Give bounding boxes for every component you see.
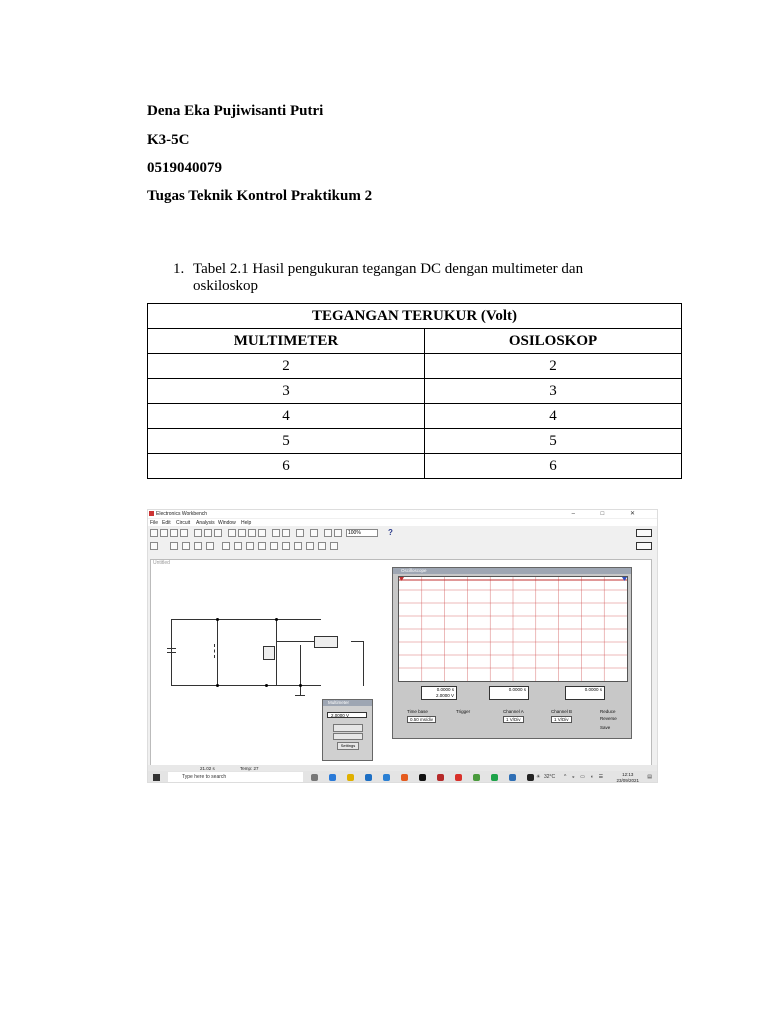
table-row [148, 379, 682, 404]
multimeter-icon[interactable] [263, 646, 275, 660]
table-row [148, 404, 682, 429]
multimeter-display: 2.0000 V [327, 712, 367, 718]
menu-window[interactable]: Window [218, 520, 236, 526]
notification-icon[interactable]: ▤ [647, 774, 652, 780]
chrome-icon[interactable] [473, 774, 480, 781]
trigger-label: Trigger [456, 709, 471, 714]
sources-icon[interactable] [170, 542, 178, 550]
cell: 2 [425, 354, 682, 379]
author-name: Dena Eka Pujiwisanti Putri [147, 103, 324, 119]
toolbar-main [148, 528, 657, 539]
word-icon[interactable] [509, 774, 516, 781]
taskbar-clock[interactable]: 12:13 23/09/2021 [616, 772, 639, 783]
t1-readout: 0.0000 s 2.0000 V [421, 686, 457, 700]
mail-icon[interactable] [383, 774, 390, 781]
copy-icon[interactable] [204, 529, 212, 537]
oscilloscope-screen [398, 576, 628, 682]
weather-temp: 32°C [544, 774, 556, 780]
subcircuit-icon[interactable] [272, 529, 280, 537]
channel-a-label: Channel A [503, 709, 524, 714]
cell: 6 [148, 454, 425, 479]
channel-a-field[interactable]: 1 V/Div [503, 716, 524, 723]
channel-b-label: Channel B [551, 709, 573, 714]
menu-analysis[interactable]: Analysis [196, 520, 215, 526]
transistors-icon[interactable] [206, 542, 214, 550]
multimeter-title: Multimeter [328, 700, 350, 705]
menu-bar [148, 519, 657, 526]
diodes-icon[interactable] [194, 542, 202, 550]
windows-start-icon[interactable] [153, 774, 160, 781]
question-text: Tabel 2.1 Hasil pengukuran tegangan DC dengan multimeter dan oskiloskop [193, 261, 584, 294]
wire [363, 641, 364, 686]
channel-b-field[interactable]: 1 V/Div [551, 716, 572, 723]
indicators-icon[interactable] [282, 542, 290, 550]
temperature: Temp: 27 [240, 766, 259, 771]
help-icon[interactable] [310, 529, 318, 537]
wire [276, 619, 277, 686]
flip-icon[interactable] [238, 529, 246, 537]
resistor-icon[interactable] [214, 644, 221, 658]
edge-icon[interactable] [329, 774, 336, 781]
column-header-multimeter: MULTIMETER [148, 329, 425, 354]
taskbar-search[interactable]: Type here to search [168, 772, 303, 783]
column-header-osiloskop: OSILOSKOP [425, 329, 682, 354]
sim-time: 21.02 s [200, 766, 215, 771]
junction [216, 618, 219, 621]
time-base-field[interactable]: 0.50 ms/div [407, 716, 436, 723]
open-icon[interactable] [160, 529, 168, 537]
mixed-ics-icon[interactable] [234, 542, 242, 550]
cell: 5 [148, 429, 425, 454]
cell: 4 [425, 404, 682, 429]
store-icon[interactable] [365, 774, 372, 781]
question-1 [173, 261, 633, 295]
window-title: Electronics Workbench [156, 511, 208, 517]
save-button[interactable]: Save [600, 725, 611, 730]
table-row [148, 454, 682, 479]
spotify-icon[interactable] [491, 774, 498, 781]
class-label: K3-5C [147, 132, 190, 148]
print-icon[interactable] [180, 529, 188, 537]
digital-ics-icon[interactable] [246, 542, 254, 550]
flip-vertical-icon[interactable] [248, 529, 256, 537]
table-title: TEGANGAN TERUKUR (Volt) [148, 304, 682, 329]
firefox-icon[interactable] [401, 774, 408, 781]
t2-t1-readout: 0.0000 s [565, 686, 605, 700]
cell: 6 [425, 454, 682, 479]
cell: 5 [425, 429, 682, 454]
windows-taskbar [148, 771, 657, 783]
graph-icon[interactable] [282, 529, 290, 537]
window-controls[interactable]: – □ ✕ [571, 511, 647, 517]
new-icon[interactable] [150, 529, 158, 537]
grid-lines [399, 577, 627, 681]
workbench-screenshot [147, 509, 658, 783]
toolbar-parts [148, 541, 657, 552]
parts-favorites-icon[interactable] [150, 542, 158, 550]
menu-file[interactable]: File [150, 520, 159, 526]
oscilloscope-window [392, 567, 632, 739]
zoom-out-icon[interactable] [334, 529, 342, 537]
oscilloscope-title: Oscilloscope [401, 568, 427, 573]
controls-icon[interactable] [294, 542, 302, 550]
reverse-button[interactable]: Reverse [600, 716, 617, 721]
assignment-title: Tugas Teknik Kontrol Praktikum 2 [147, 188, 373, 204]
table-row [148, 429, 682, 454]
pause-button[interactable] [636, 542, 652, 550]
dropbox-icon[interactable] [419, 774, 426, 781]
settings-button[interactable]: Settings [337, 742, 359, 750]
weather-icon: ☀ [536, 774, 541, 780]
menu-help[interactable]: Help [241, 520, 252, 526]
dc-ac-buttons[interactable] [333, 733, 363, 740]
system-tray-icons[interactable]: ^ ◒ ▭ ◖ ☰ [564, 774, 606, 780]
reduce-button[interactable]: Reduce [600, 709, 616, 714]
junction [216, 684, 219, 687]
menu-edit[interactable]: Edit [162, 520, 171, 526]
component-properties-icon[interactable] [258, 529, 266, 537]
save-icon[interactable] [170, 529, 178, 537]
table-row [148, 354, 682, 379]
app-icon[interactable] [527, 774, 534, 781]
question-number: 1. [173, 261, 185, 277]
zoom-in-icon[interactable] [324, 529, 332, 537]
cut-icon[interactable] [194, 529, 202, 537]
menu-circuit[interactable]: Circuit [176, 520, 191, 526]
wire [276, 641, 316, 642]
rotate-icon[interactable] [228, 529, 236, 537]
mode-buttons[interactable] [333, 724, 363, 732]
paste-icon[interactable] [214, 529, 222, 537]
workbench-taskbar-icon[interactable] [437, 774, 444, 781]
student-id: 0519040079 [147, 160, 222, 176]
cell: 4 [148, 404, 425, 429]
cell: 2 [148, 354, 425, 379]
zoom-select[interactable]: 100% [346, 529, 378, 537]
office-icon[interactable] [455, 774, 462, 781]
battery-icon[interactable] [167, 648, 176, 653]
junction [275, 618, 278, 621]
junction [265, 684, 268, 687]
wire [171, 619, 321, 620]
time-base-label: Time base [407, 709, 428, 714]
multimeter-titlebar [323, 700, 372, 706]
circuit-title: Untitled [153, 560, 170, 566]
instruments-icon[interactable] [318, 542, 326, 550]
measurement-table [147, 303, 682, 479]
app-icon [149, 511, 154, 516]
cell: 3 [425, 379, 682, 404]
description-icon[interactable] [296, 529, 304, 537]
t2-readout: 0.0000 s [489, 686, 529, 700]
multimeter-window [322, 699, 373, 761]
oscilloscope-titlebar [393, 568, 631, 574]
logic-gates-icon[interactable] [258, 542, 266, 550]
wire [351, 641, 363, 642]
pause-icon[interactable] [330, 542, 338, 550]
digital-icon[interactable] [270, 542, 278, 550]
analog-ics-icon[interactable] [222, 542, 230, 550]
oscilloscope-icon[interactable] [314, 636, 338, 648]
window-titlebar [148, 510, 657, 518]
junction [299, 684, 302, 687]
ground-symbol [295, 695, 305, 696]
cell: 3 [148, 379, 425, 404]
miscellaneous-icon[interactable] [306, 542, 314, 550]
file-explorer-icon[interactable] [347, 774, 354, 781]
wire [300, 645, 301, 695]
basic-icon[interactable] [182, 542, 190, 550]
task-view-icon[interactable] [311, 774, 318, 781]
power-switch-icon[interactable] [636, 529, 652, 537]
help-question-icon[interactable]: ? [388, 528, 393, 537]
